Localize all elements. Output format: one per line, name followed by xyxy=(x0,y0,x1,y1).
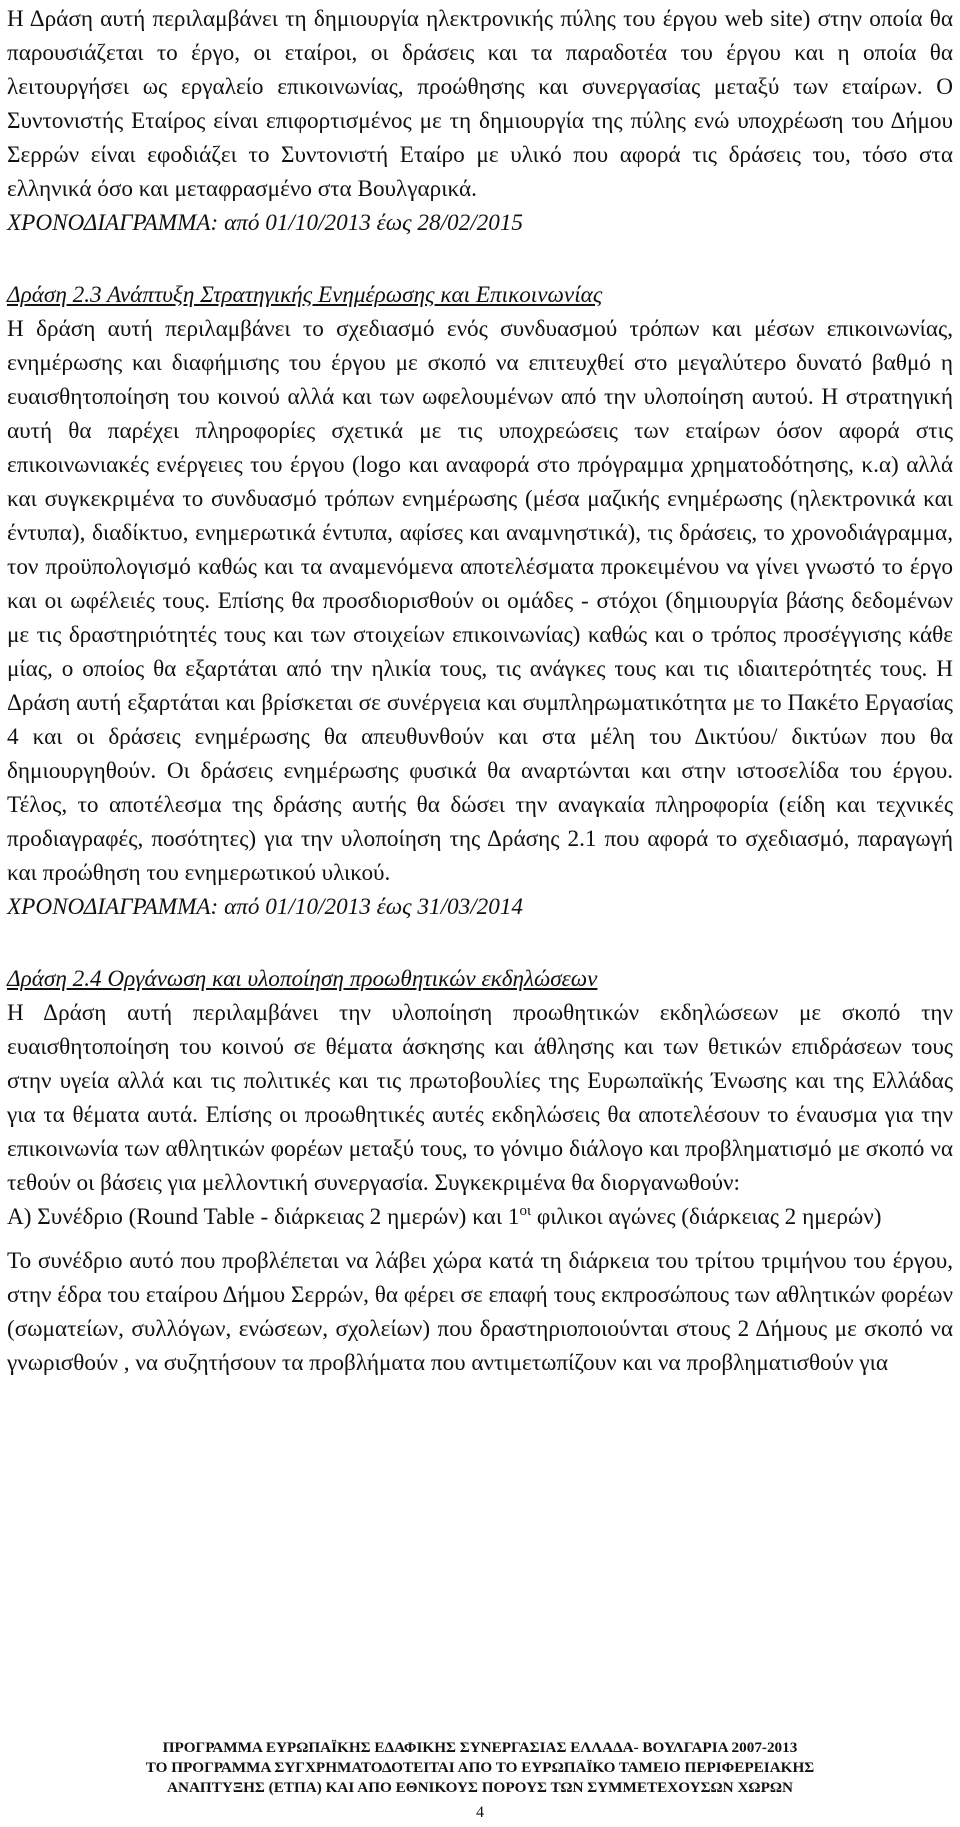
section-heading-2-3-text: Δράση 2.3 Ανάπτυξη Στρατηγικής Ενημέρωσης και Επικοινωνίας xyxy=(7,282,603,308)
footer-line-2: ΤΟ ΠΡΟΓΡΑΜΜΑ ΣΥΓΧΡΗΜΑΤΟΔΟΤΕΙΤΑΙ ΑΠΟ ΤΟ ΕΥΡΩΠΑΪΚΟ ΤΑΜΕΙΟ ΠΕΡΙΦΕΡΕΙΑΚΗΣ xyxy=(145,1759,815,1776)
footer-line-3: ΑΝΑΠΤΥΞΗΣ (ΕΤΠΑ) ΚΑΙ ΑΠΟ ΕΘΝΙΚΟΥΣ ΠΟΡΟΥΣ ΤΩΝ ΣΥΜΜΕΤΕΧΟΥΣΩΝ ΧΩΡΩΝ xyxy=(167,1779,793,1796)
spacer xyxy=(7,924,953,962)
schedule-line-2: ΧΡΟΝΟΔΙΑΓΡΑΜΜΑ: από 01/10/2013 έως 31/03/2014 xyxy=(7,894,524,920)
section-heading-2-4-text: Δράση 2.4 Οργάνωση και υλοποίηση προωθητικών εκδηλώσεων xyxy=(7,966,598,992)
document-page xyxy=(7,0,953,1380)
page-footer xyxy=(0,1738,960,1798)
footer-line-1: ΠΡΟΓΡΑΜΜΑ ΕΥΡΩΠΑΪΚΗΣ ΕΔΑΦΙΚΗΣ ΣΥΝΕΡΓΑΣΙΑΣ ΕΛΛΑΔΑ- ΒΟΥΛΓΑΡΙΑ 2007-2013 xyxy=(162,1739,798,1756)
item-a-superscript: οι xyxy=(519,1203,532,1219)
section-2-4-body: Η Δράση αυτή περιλαμβάνει την υλοποίηση προωθητικών εκδηλώσεων με σκοπό την ευαισθητοποίηση του κοινού σε θέματα άσκησης και άθλησης και των θετικών επιδράσεων τους στην υγεία αλλά και τις πολιτικές και τις πρωτοβουλίες της Ευρωπαϊκής Ένωσης και της Ελλάδας για τα θέματα αυτά. Επίσης οι προωθητικές αυτές εκδηλώσεις θα αποτελέσουν το έναυσμα για την επικοινωνία των αθλητικών φορέων μεταξύ τους, το γόνιμο διάλογο και προβληματισμό με σκοπό να τεθούν οι βάσεις για μελλοντική συνεργασία. Συγκεκριμένα θα διοργανωθούν: xyxy=(7,1000,953,1196)
intro-paragraph: Η Δράση αυτή περιλαμβάνει τη δημιουργία ηλεκτρονικής πύλης του έργου web site) στην οποία θα παρουσιάζεται το έργο, οι εταίροι, οι δράσεις και τα παραδοτέα του έργου και η οποία θα λειτουργήσει ως εργαλείο επικοινωνίας, προώθησης και συνεργασίας μεταξύ των εταίρων. Ο Συντονιστής Εταίρος είναι επιφορτισμένος με τη δημιουργία της πύλης ενώ υποχρέωση του Δήμου Σερρών είναι εφοδιάζει το Συντονιστή Εταίρο με υλικό που αφορά τις δράσεις του, τόσο στα ελληνικά όσο και μεταφρασμένο στα Βουλγαρικά. xyxy=(7,6,953,202)
page-number: 4 xyxy=(476,1804,484,1821)
conference-paragraph: Το συνέδριο αυτό που προβλέπεται να λάβει χώρα κατά τη διάρκεια του τρίτου τριμήνου του έργου, στην έδρα του εταίρου Δήμου Σερρών, θα φέρει σε επαφή τους εκπροσώπους των αθλητικών φορέων (σωματείων, συλλόγων, ενώσεων, σχολείων) που δραστηριοποιούνται στους 2 Δήμους με σκοπό να γνωρισθούν , να συζητήσουν τα προβλήματα που αντιμετωπίζουν και να προβληματισθούν για xyxy=(7,1248,953,1376)
spacer xyxy=(7,1234,953,1244)
item-a-text: Α) Συνέδριο (Round Table - διάρκειας 2 ημερών) και 1 xyxy=(7,1204,520,1230)
section-heading-2-4 xyxy=(7,962,953,996)
item-a-text-continued: φιλικοι αγώνες (διάρκειας 2 ημερών) xyxy=(531,1204,882,1230)
spacer xyxy=(7,240,953,278)
section-heading-2-3 xyxy=(7,278,953,312)
schedule-line-1: ΧΡΟΝΟΔΙΑΓΡΑΜΜΑ: από 01/10/2013 έως 28/02/2015 xyxy=(7,210,524,236)
item-a-paragraph xyxy=(7,1200,953,1234)
section-2-3-body: Η δράση αυτή περιλαμβάνει το σχεδιασμό ενός συνδυασμού τρόπων και μέσων επικοινωνίας, ενημέρωσης και διαφήμισης του έργου με σκοπό να επιτευχθεί στο μεγαλύτερο δυνατό βαθμό η ευαισθητοποίηση του κοινού αλλά και των ωφελουμένων από την υλοποίηση αυτού. Η στρατηγική αυτή θα παρέχει πληροφορίες σχετικά με τις υποχρεώσεις των εταίρων όσον αφορά στις επικοινωνιακές ενέργειες του έργου (logo και αναφορά στο πρόγραμμα χρηματοδότησης, κ.α) αλλά και συγκεκριμένα το συνδυασμό τρόπων ενημέρωσης (μέσα μαζικής ενημέρωσης (ηλεκτρονικά και έντυπα), διαδίκτυο, ενημερωτικά έντυπα, αφίσες και αναμνηστικά), τις δράσεις, το χρονοδιάγραμμα, τον προϋπολογισμό καθώς και τα αναμενόμενα αποτελέσματα προκειμένου να γίνει γνωστό το έργο και οι ωφέλειές τους. Επίσης θα προσδιορισθούν οι ομάδες - στόχοι (δημιουργία βάσης δεδομένων με τις δραστηριότητές τους και των στοιχείων επικοινωνίας) καθώς και ο τρόπος προσέγγισης κάθε μίας, ο οποίος θα εξαρτάται από την ηλικία τους, τις ανάγκες τους και τις ιδιαιτερότητές τους. Η Δράση αυτή εξαρτάται και βρίσκεται σε συνέργεια και συμπληρωματικότητα με το Πακέτο Εργασίας 4 και οι δράσεις ενημέρωσης θα απευθυνθούν και στα μέλη του Δικτύου/ δικτύων που θα δημιουργηθούν. Οι δράσεις ενημέρωσης φυσικά θα αναρτώνται και στην ιστοσελίδα του έργου. Τέλος, το αποτέλεσμα της δράσης αυτής θα δώσει την αναγκαία πληροφορία (είδη και τεχνικές προδιαγραφές, ποσότητες) για την υλοποίηση της Δράσης 2.1 που αφορά το σχεδιασμό, παραγωγή και προώθηση του ενημερωτικού υλικού. xyxy=(7,316,953,886)
